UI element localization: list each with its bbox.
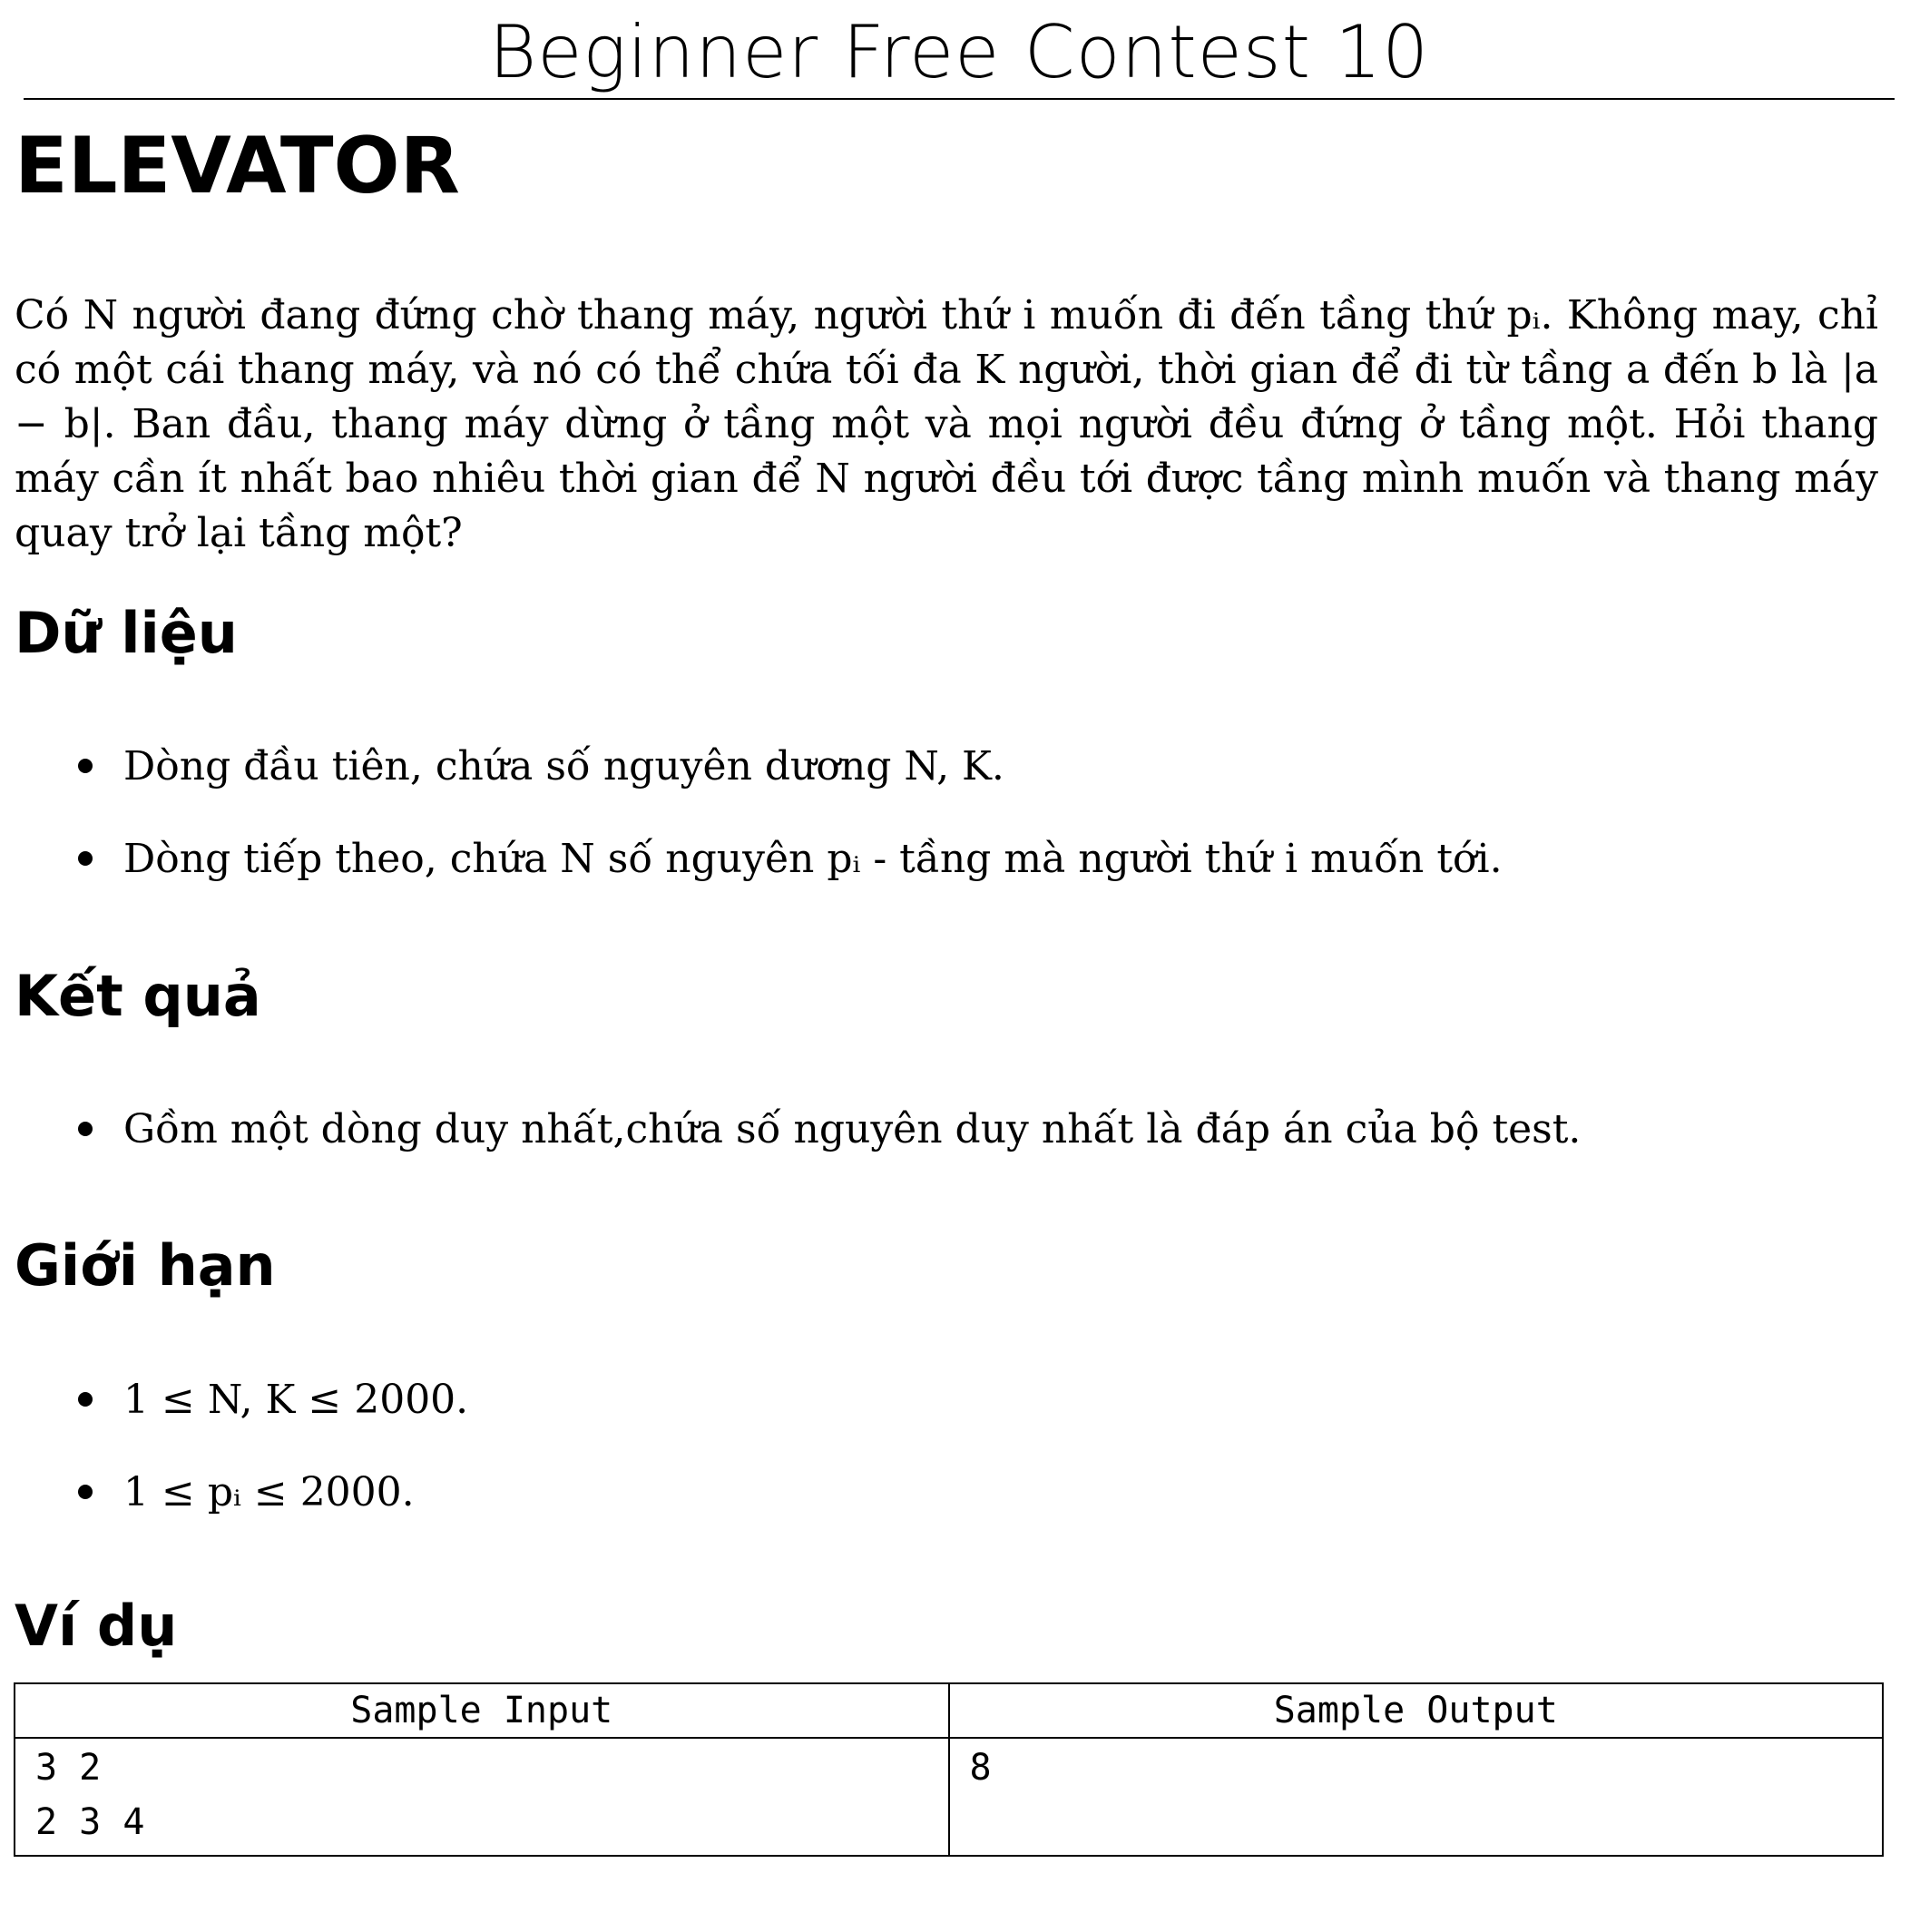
output-bullet-1 [78, 1103, 1581, 1157]
contest-header [24, 7, 1895, 100]
constraint-bullet-1 [78, 1373, 468, 1427]
bullet-text: Dòng đầu tiên, chứa số nguyên dương N, K. [123, 743, 1004, 789]
sample-table-header-row [15, 1683, 1883, 1738]
input-bullet-2 [78, 832, 1503, 887]
constraint-bullet-2 [78, 1466, 415, 1520]
input-bullet-1 [78, 740, 1004, 794]
bullet-text: Dòng tiếp theo, chứa N số nguyên pᵢ - tầng mà người thứ i muốn tới. [123, 836, 1503, 882]
sample-output-cell [949, 1738, 1884, 1856]
sample-output-line-1: 8 [969, 1747, 992, 1789]
bullet-text: Gồm một dòng duy nhất,chứa số nguyên duy nhất là đáp án của bộ test. [123, 1106, 1582, 1152]
output-section-heading: Kết quả [15, 963, 261, 1029]
example-section-heading: Ví dụ [15, 1593, 178, 1659]
sample-input-line-2: 2 3 4 [35, 1801, 145, 1843]
bullet-icon [78, 759, 93, 773]
bullet-icon [78, 1392, 93, 1407]
bullet-text: 1 ≤ pᵢ ≤ 2000. [123, 1469, 415, 1515]
sample-input-line-1: 3 2 [35, 1747, 102, 1789]
bullet-icon [78, 851, 93, 866]
sample-table [14, 1682, 1884, 1857]
bullet-icon [78, 1122, 93, 1136]
contest-title: Beginner Free Contest 10 [488, 10, 1430, 94]
problem-statement: Có N người đang đứng chờ thang máy, người thứ i muốn đi đến tầng thứ pᵢ. Không may, chỉ có một cái thang máy, và nó có thể chứa tối đa K người, thời gian để đi từ tầng a đến b là |a − b|. Ban đầu, thang máy dừng ở tầng một và mọi người đều đứng ở tầng một. Hỏi thang máy cần ít nhất bao nhiêu thời gian để N người đều tới được tầng mình muốn và thang máy quay trở lại tầng một? [15, 292, 1878, 556]
input-section-heading: Dữ liệu [15, 600, 238, 666]
sample-input-header: Sample Input [15, 1683, 949, 1738]
sample-output-header: Sample Output [949, 1683, 1884, 1738]
sample-input-cell [15, 1738, 949, 1856]
bullet-icon [78, 1485, 93, 1499]
sample-table-row [15, 1738, 1883, 1856]
bullet-text: 1 ≤ N, K ≤ 2000. [123, 1377, 469, 1423]
constraints-section-heading: Giới hạn [15, 1232, 276, 1299]
problem-title: ELEVATOR [15, 121, 460, 211]
